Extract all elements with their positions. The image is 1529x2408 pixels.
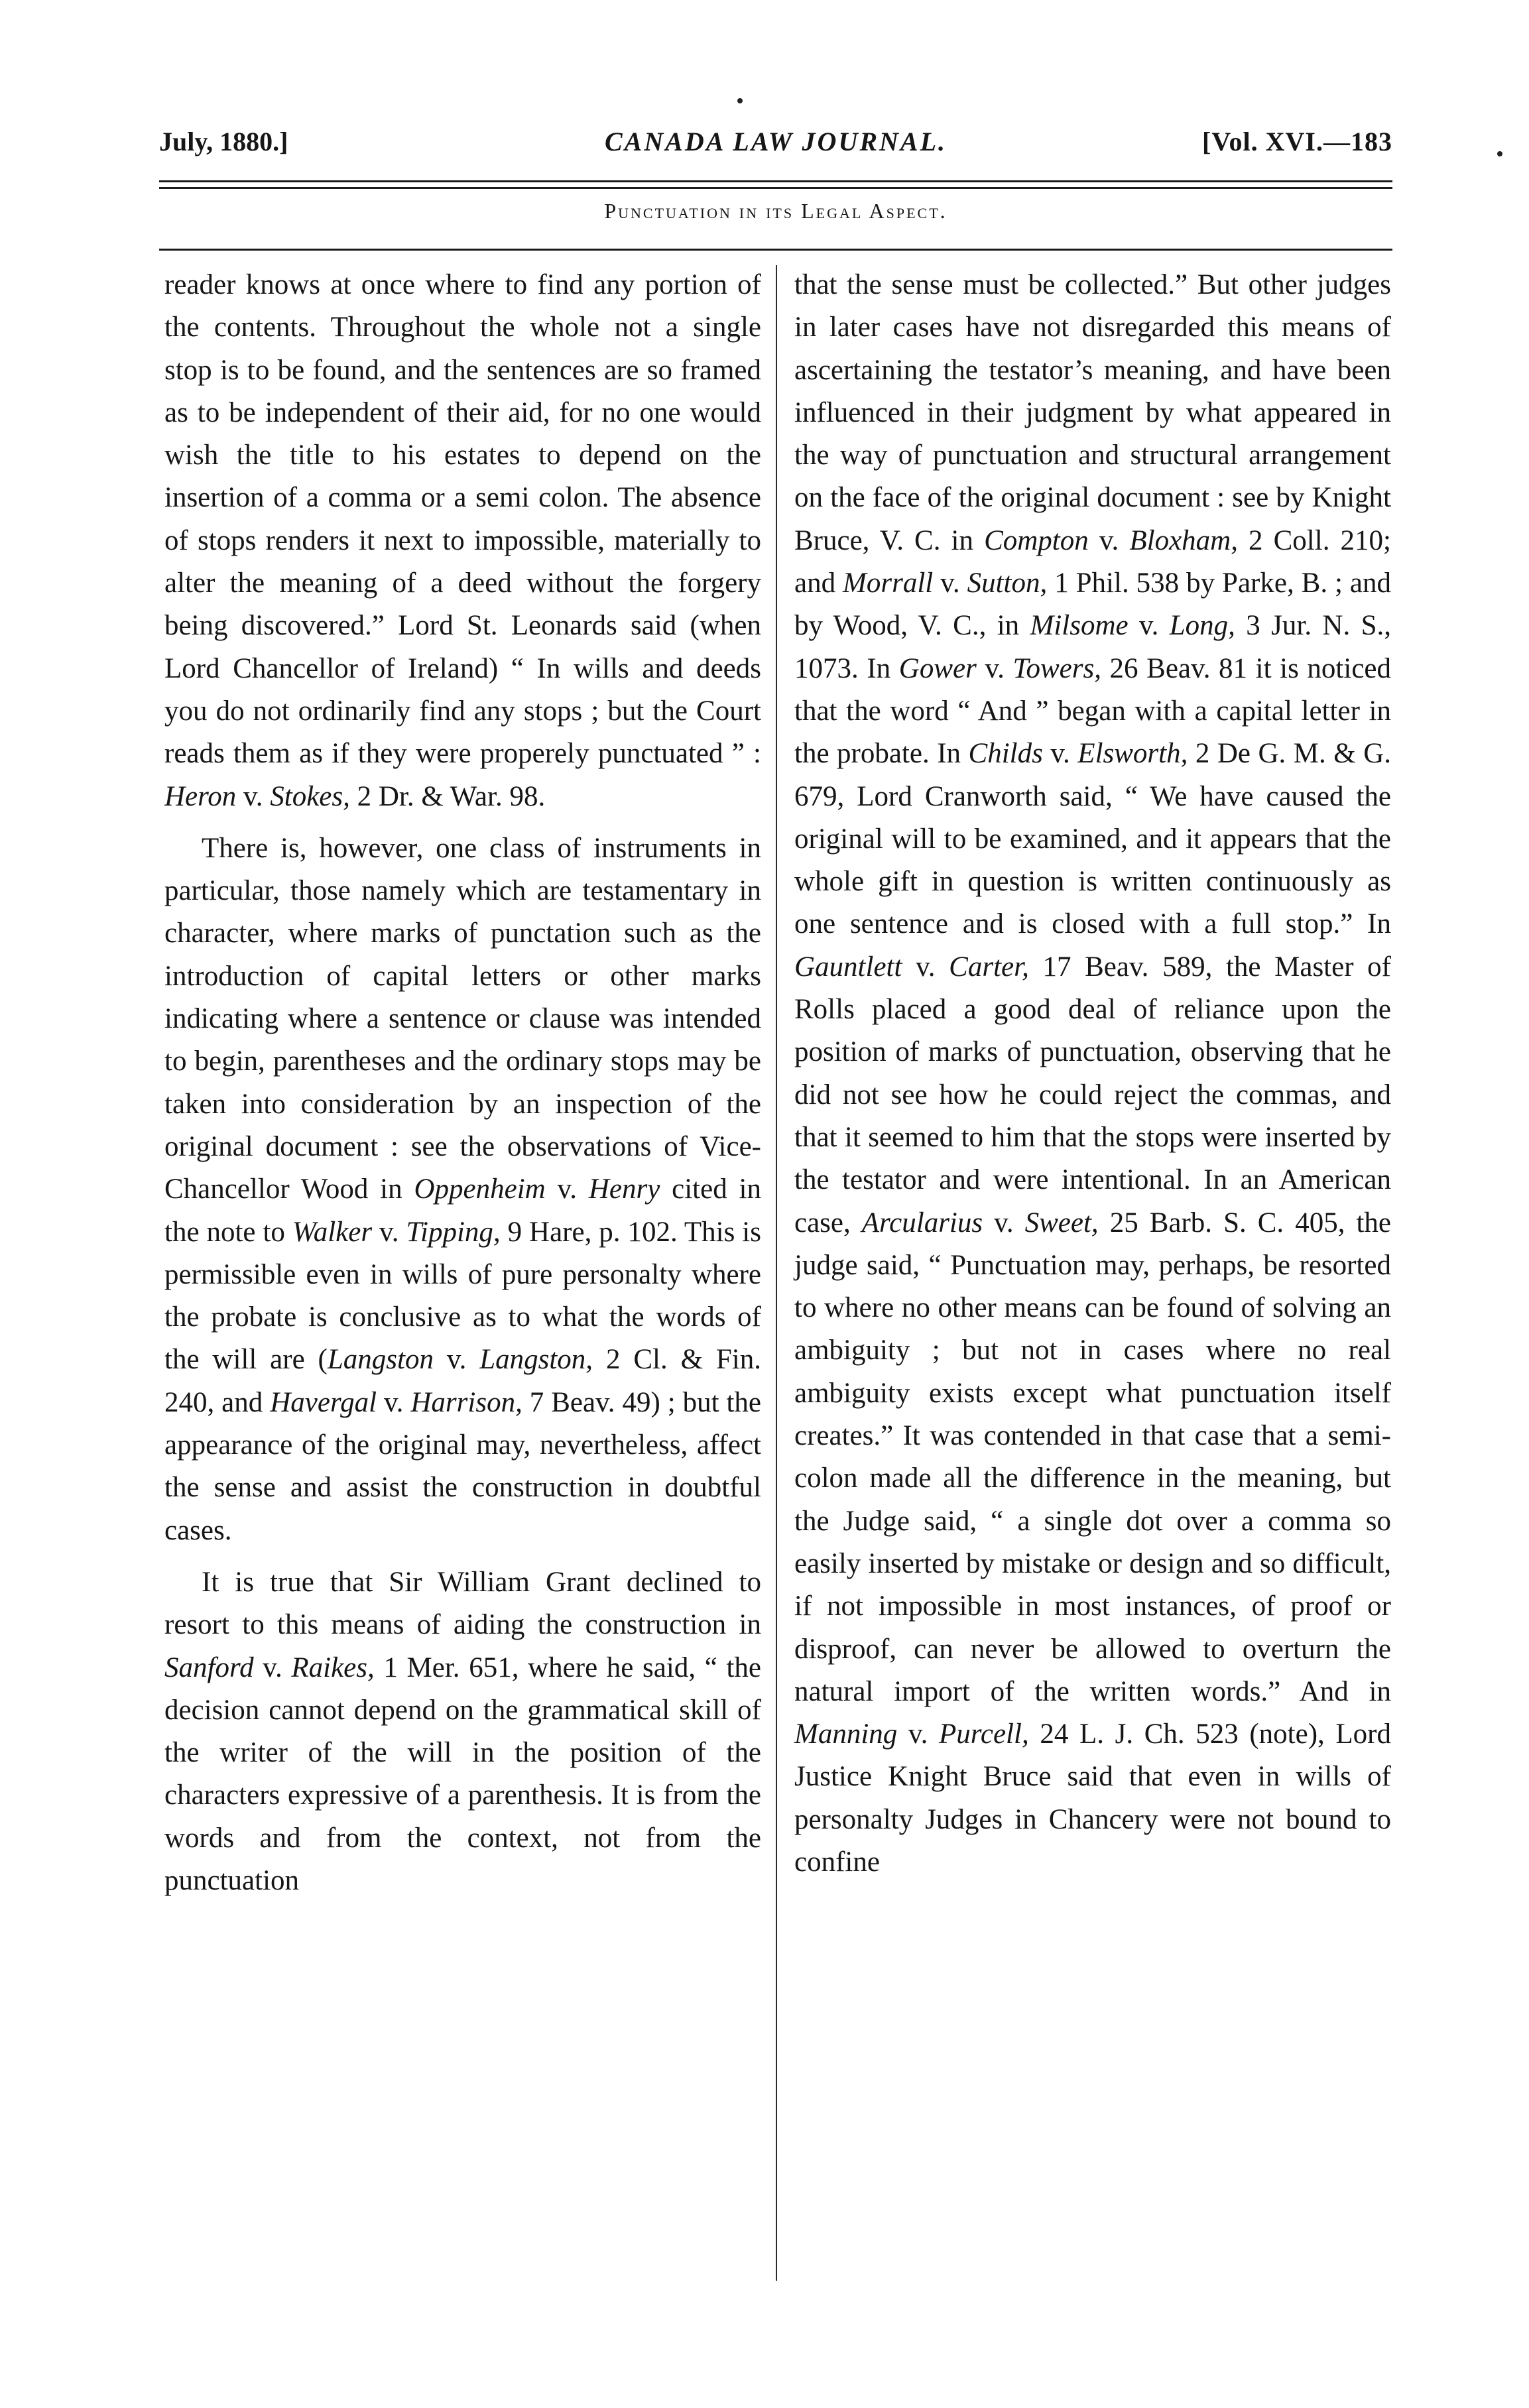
body-text: There is, however, one class of instruments in particular, those namely which are testamentary in character, where marks of punctation such as the introduction of capital letters or other marks indicating where a sentence or clause was intended to begin, parentheses and the ordinary stops may be taken into consideration by an inspection of the original document : see the observations of Vice-Chancellor Wood in <box>164 832 761 1205</box>
case-name: Langston, <box>479 1344 593 1376</box>
body-text: v. <box>433 1344 480 1376</box>
case-name: Long, <box>1169 610 1235 642</box>
header-volume-page: [Vol. XVI.—183 <box>1202 127 1392 156</box>
body-text: 1 Mer. 651, where he said, “ the decision cannot depend on the grammatical skill of the writer of the will in the position of the characters expressive of a parenthesis. It is from the words and from the context, not from the punctuation <box>164 1652 761 1896</box>
case-name: Sweet, <box>1024 1207 1099 1238</box>
body-text: 17 Beav. 589, the Master of Rolls placed a good deal of reliance upon the position of marks of punctuation, observing that he did not see how he could reject the commas, and that it seemed to him that the stops were inserted by the testator and were intentional. In an American case, <box>794 951 1391 1238</box>
case-name: Sutton, <box>967 568 1048 599</box>
paragraph-p1 <box>164 264 761 818</box>
header-rule-bottom <box>159 187 1392 189</box>
case-name: Gower <box>898 652 977 684</box>
case-name: Purcell, <box>938 1718 1029 1750</box>
case-name: Manning <box>794 1718 898 1750</box>
body-text: 2 De G. M. & G. 679, Lord Cranworth said, “ We have caused the original will to be examined, and it appears that the whole gift in question is written continuously as one sentence and is closed with a full stop.” In <box>794 738 1391 940</box>
body-text: 2 Cl. & Fin. 240, and <box>164 1344 761 1418</box>
body-text: v. <box>897 1718 939 1750</box>
body-text: v. <box>377 1386 411 1418</box>
body-text: v. <box>933 568 967 599</box>
case-name: Sanford <box>164 1652 254 1683</box>
running-header <box>159 126 1392 172</box>
body-text: 2 Coll. 210; and <box>794 524 1391 599</box>
body-text: 26 Beav. 81 it is noticed that the word “ And ” began with a capital letter in the probate. In <box>794 652 1391 770</box>
body-text: 9 Hare, p. 102. This is permissible even in wills of pure personalty where the probate is conclusive as to what the words of the will are ( <box>164 1216 761 1376</box>
article-title: Punctuation in its Legal Aspect. <box>604 199 948 223</box>
header-date: July, 1880.] <box>159 127 288 156</box>
body-text: v. <box>372 1216 406 1248</box>
body-text: It is true that Sir William Grant declined to resort to this means of aiding the construction in <box>164 1566 761 1641</box>
paragraph-p4 <box>794 264 1391 1884</box>
case-name: Walker <box>292 1216 373 1248</box>
case-name: Carter, <box>949 951 1029 983</box>
body-text: cited in the note to <box>164 1174 761 1248</box>
body-text: 25 Barb. S. C. 405, the judge said, “ Punctuation may, perhaps, be resorted to where no other means can be found of solving an ambiguity ; but not in cases where no real ambiguity exists except what punctuation itself creates.” It was contended in that case that a semi-colon made all the difference in the meaning, but the Judge said, “ a single dot over a comma so easily inserted by mistake or design and so difficult, if not impossible in most instances, of proof or disproof, can never be allowed to overturn the natural import of the written words.” And in <box>794 1207 1391 1707</box>
case-name: Henry <box>588 1174 660 1205</box>
column-divider <box>776 265 777 2281</box>
paragraph-p3 <box>164 1561 761 1902</box>
case-name: Elsworth, <box>1077 738 1188 770</box>
case-name: Raikes, <box>291 1652 375 1683</box>
case-name: Heron <box>164 780 237 812</box>
body-text: v. <box>545 1174 589 1205</box>
body-text: that the sense must be collected.” But other judges in later cases have not disregarded this means of ascertaining the testator’s meaning, and have been influenced in their judgment by what appeared in the way of punctuation and structural arrangement on the face of the original document : see by Knight Bruce, V. C. in <box>794 269 1391 556</box>
body-text: v. <box>902 951 949 983</box>
body-text: v. <box>1042 738 1078 770</box>
case-name: Bloxham, <box>1129 524 1238 556</box>
case-name: Childs <box>968 738 1043 770</box>
case-name: Stokes, <box>270 780 350 812</box>
case-name: Havergal <box>270 1386 377 1418</box>
text-column-left <box>164 264 761 1902</box>
body-text: v. <box>253 1652 292 1683</box>
case-name: Tipping, <box>406 1216 501 1248</box>
body-text: v. <box>1088 524 1130 556</box>
header-journal-title: CANADA LAW JOURNAL. <box>604 127 948 156</box>
case-name: Arcularius <box>861 1207 983 1238</box>
case-name: Langston <box>327 1344 434 1376</box>
body-text: v. <box>1128 610 1170 642</box>
body-text: 3 Jur. N. S., 1073. In <box>794 610 1391 684</box>
body-text: 24 L. J. Ch. 523 (note), Lord Justice Knight Bruce said that even in wills of personalty Judges in Chancery were not bound to confine <box>794 1718 1391 1878</box>
print-speck <box>1497 151 1502 156</box>
body-text: 2 Dr. & War. 98. <box>349 780 546 812</box>
body-text: 1 Phil. 538 by Parke, B. ; and by Wood, V. C., in <box>794 568 1391 642</box>
body-text: v. <box>983 1207 1025 1238</box>
header-rule-top <box>159 180 1392 182</box>
case-name: Towers, <box>1012 652 1101 684</box>
case-name: Milsome <box>1030 610 1129 642</box>
paragraph-p2 <box>164 827 761 1552</box>
case-name: Harrison, <box>410 1386 522 1418</box>
text-column-right <box>794 264 1391 1884</box>
case-name: Compton <box>984 524 1089 556</box>
title-rule <box>159 249 1392 251</box>
body-text: reader knows at once where to find any portion of the contents. Throughout the whole not a single stop is to be found, and the sentences are so framed as to be independent of their aid, for no one would wish the title to his estates to depend on the insertion of a comma or a semi colon. The absence of stops renders it next to impossible, materially to alter the meaning of a deed without the forgery being discovered.” Lord St. Leonards said (when Lord Chancellor of Ireland) “ In wills and deeds you do not ordinarily find any stops ; but the Court reads them as if they were properely punctuated ” : <box>164 269 761 770</box>
body-text: 7 Beav. 49) ; but the appearance of the original may, nevertheless, affect the sense and assist the construction in doubtful cases. <box>164 1386 761 1546</box>
print-speck <box>737 98 743 103</box>
case-name: Morrall <box>843 568 934 599</box>
body-text: v. <box>976 652 1013 684</box>
case-name: Oppenheim <box>414 1174 546 1205</box>
case-name: Gauntlett <box>794 951 902 983</box>
body-text: v. <box>236 780 271 812</box>
